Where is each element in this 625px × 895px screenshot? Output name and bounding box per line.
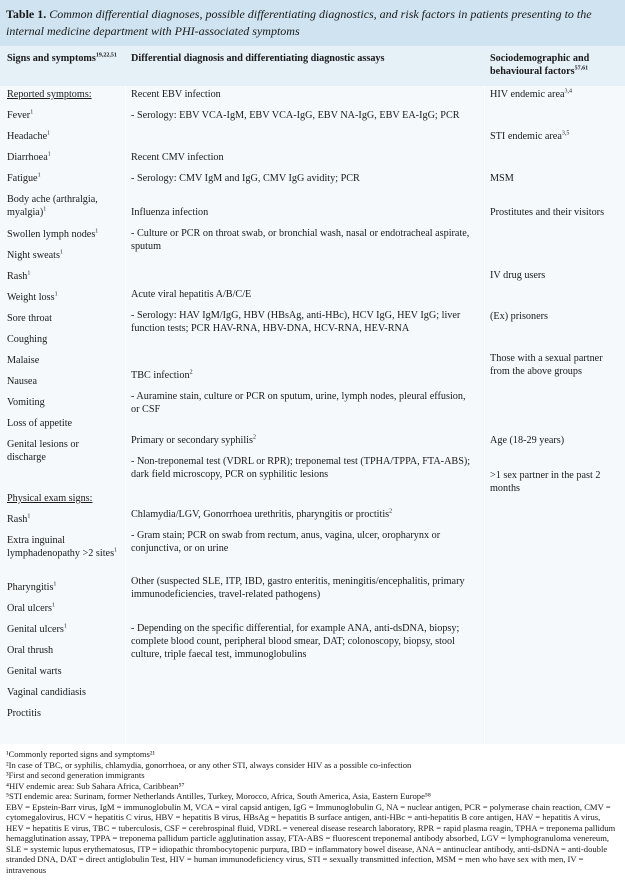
diagnostic-assay: - Depending on the specific differential, for example ANA, anti-dsDNA, biopsy; complete blood count, peripheral blood smear, DAT; colonoscopy, biopsy, stool culture, triple faecal test, immunoglobulins: [131, 623, 460, 660]
exam-sign-item: Pharyngitis$^1$: [7, 581, 57, 593]
footnote: EBV = Epstein-Barr virus, IgM = immunoglobulin M, VCA = viral capsid antigen, IgG = Immunoglobulin G, NA = nuclear antigen, PCR = polymerase chain reaction, CMV = cytomegalovirus, HCV = hepatitis C virus, HBV = hepatitis B virus, HBsAg = hepatitis B surface antigen, anti-HBc = anti-hepatitis B core antigen, HAV = hepatitis A virus, HEV = hepatitis E virus, TBC = tuberculosis, CSF = cerebrospinal fluid, VDRL = venereal disease research laboratory, RPR = rapid plasma reagin, TPHA = treponema pallidum hemagglutination assay, TPPA = treponema pallidum particle agglutination assay, FTA-ABS = fluorescent treponemal antibody absorbed, LGV = lymphogranuloma venereum, SLE = systemic lupus erythematosus, ITP = idiopathic thrombocytopenic purpura, IBD = inflammatory bowel disease, ANA = antinuclear antibody, anti-dsDNA = anti-double stranded DNA, DAT = direct antiglobulin Test, HIV = human immunodeficiency virus, STI = sexually transmitted infection, MSM = men who have sex with men, IV = intravenous: [6, 801, 616, 875]
exam-sign-item: Rash$^1$: [7, 513, 31, 525]
differential-diagnosis: Acute viral hepatitis A/B/C/E: [131, 289, 252, 300]
exam-sign-item: Proctitis: [7, 708, 41, 719]
risk-factor: Prostitutes and their visitors: [490, 207, 605, 218]
symptom-item: Weight loss$^1$: [7, 291, 58, 303]
exam-sign-item: Oral thrush: [7, 645, 54, 656]
physical-exam-heading: Physical exam signs:: [7, 493, 93, 504]
differential-diagnosis: Recent EBV infection: [131, 89, 221, 100]
table-caption: [0, 0, 625, 46]
symptom-item: Vomiting: [7, 397, 45, 408]
exam-sign-item: Oral ulcers$^1$: [7, 602, 55, 614]
risk-factor: MSM: [490, 173, 514, 184]
symptom-item: Body ache (arthralgia, myalgia)$^1$: [7, 194, 98, 218]
symptom-item: Nausea: [7, 376, 37, 387]
footnote: ¹Commonly reported signs and symptoms²¹: [6, 749, 156, 759]
symptom-item: Coughing: [7, 334, 48, 345]
differential-diagnosis: TBC infection$^2$: [131, 369, 193, 381]
symptom-item: Loss of appetite: [7, 418, 73, 429]
symptom-item: Night sweats$^1$: [7, 249, 63, 261]
symptom-item: Diarrhoea$^1$: [7, 151, 51, 163]
exam-sign-item: Genital ulcers$^1$: [7, 623, 67, 635]
diagnostic-assay: - Auramine stain, culture or PCR on sputum, urine, lymph nodes, pleural effusion, or CSF: [131, 391, 466, 415]
footnote: ⁵STI endemic area: Surinam, former Netherlands Antilles, Turkey, Morocco, Africa, South America, Asia, Eastern Europe⁵⁸: [6, 791, 431, 801]
symptom-item: Fever$^1$: [7, 109, 34, 121]
footnote: ³First and second generation immigrants: [6, 770, 145, 780]
caption-label: Table 1.: [6, 7, 47, 21]
diagnostic-assay: - Gram stain; PCR on swab from rectum, anus, vagina, ulcer, oropharynx or conjunctiva, or on urine: [131, 530, 441, 554]
diagnostic-assay: - Serology: EBV VCA-IgM, EBV VCA-IgG, EBV NA-IgG, EBV EA-IgG; PCR: [131, 110, 460, 121]
footnote: ⁴HIV endemic area: Sub Sahara Africa, Caribbean⁵⁷: [6, 780, 185, 791]
symptom-item: Fatigue$^1$: [7, 172, 41, 184]
differential-diagnosis: Other (suspected SLE, ITP, IBD, gastro enteritis, meningitis/encephalitis, primary immunodeficiencies, travel-related pathogens): [131, 576, 465, 600]
differential-diagnosis: Chlamydia/LGV, Gonorrhoea urethritis, pharyngitis or proctitis$^2$: [131, 508, 393, 520]
symptom-item: Headache$^1$: [7, 130, 51, 142]
symptom-item: Swollen lymph nodes$^1$: [7, 228, 99, 240]
risk-factor: STI endemic area$^{3,5}$: [490, 130, 570, 142]
risk-factor: Age (18-29 years): [490, 435, 565, 446]
symptom-item: Genital lesions or discharge: [7, 439, 79, 463]
header-sociodemographic-factors: Sociodemographic and behavioural factors$^{57,61}$: [490, 53, 590, 77]
differential-diagnosis: Influenza infection: [131, 207, 209, 218]
table-footnotes: [6, 749, 618, 875]
differential-diagnosis: Primary or secondary syphilis$^2$: [131, 434, 256, 446]
header-signs-symptoms: Signs and symptoms$^{19,22,51}$: [7, 52, 117, 64]
diagnostic-assay: - Serology: CMV IgM and IgG, CMV IgG avidity; PCR: [131, 173, 360, 184]
footnote: ²In case of TBC, or syphilis, chlamydia, gonorrhoea, or any other STI, always consider HIV as a possible co-infection: [6, 759, 412, 770]
symptom-item: Sore throat: [7, 313, 52, 324]
reported-symptoms-heading: Reported symptoms:: [7, 89, 92, 100]
diagnostic-assay: - Non-treponemal test (VDRL or RPR); treponemal test (TPHA/TPPA, FTA-ABS); dark field microscopy, PCR on syphilitic lesions: [131, 456, 471, 480]
exam-sign-item: Genital warts: [7, 666, 62, 677]
exam-sign-item: Extra inguinal lymphadenopathy >2 sites$^1$: [7, 535, 118, 559]
differential-diagnosis: Recent CMV infection: [131, 152, 224, 163]
risk-factor: (Ex) prisoners: [490, 311, 548, 322]
exam-sign-item: Vaginal candidiasis: [7, 687, 86, 698]
risk-factor: HIV endemic area$^{3,4}$: [490, 88, 572, 100]
diagnostic-assay: - Culture or PCR on throat swab, or bronchial wash, nasal or endotracheal aspirate, sputum: [131, 228, 470, 252]
symptom-item: Rash$^1$: [7, 270, 31, 282]
caption-text: Common differential diagnoses, possible differentiating diagnostics, and risk factors in patients presenting to the internal medicine department with PHI-associated symptoms: [6, 7, 592, 38]
risk-factor: >1 sex partner in the past 2 months: [490, 470, 601, 494]
diagnostic-assay: - Serology: HAV IgM/IgG, HBV (HBsAg, anti-HBc), HCV IgG, HEV IgG; liver function tests; PCR HAV-RNA, HBV-DNA, HCV-RNA, HEV-RNA: [131, 310, 461, 334]
risk-factor: IV drug users: [490, 270, 546, 281]
header-differential-diagnosis: Differential diagnosis and differentiating diagnostic assays: [131, 53, 385, 64]
risk-factor: Those with a sexual partner from the above groups: [490, 353, 603, 377]
symptom-item: Malaise: [7, 355, 40, 366]
